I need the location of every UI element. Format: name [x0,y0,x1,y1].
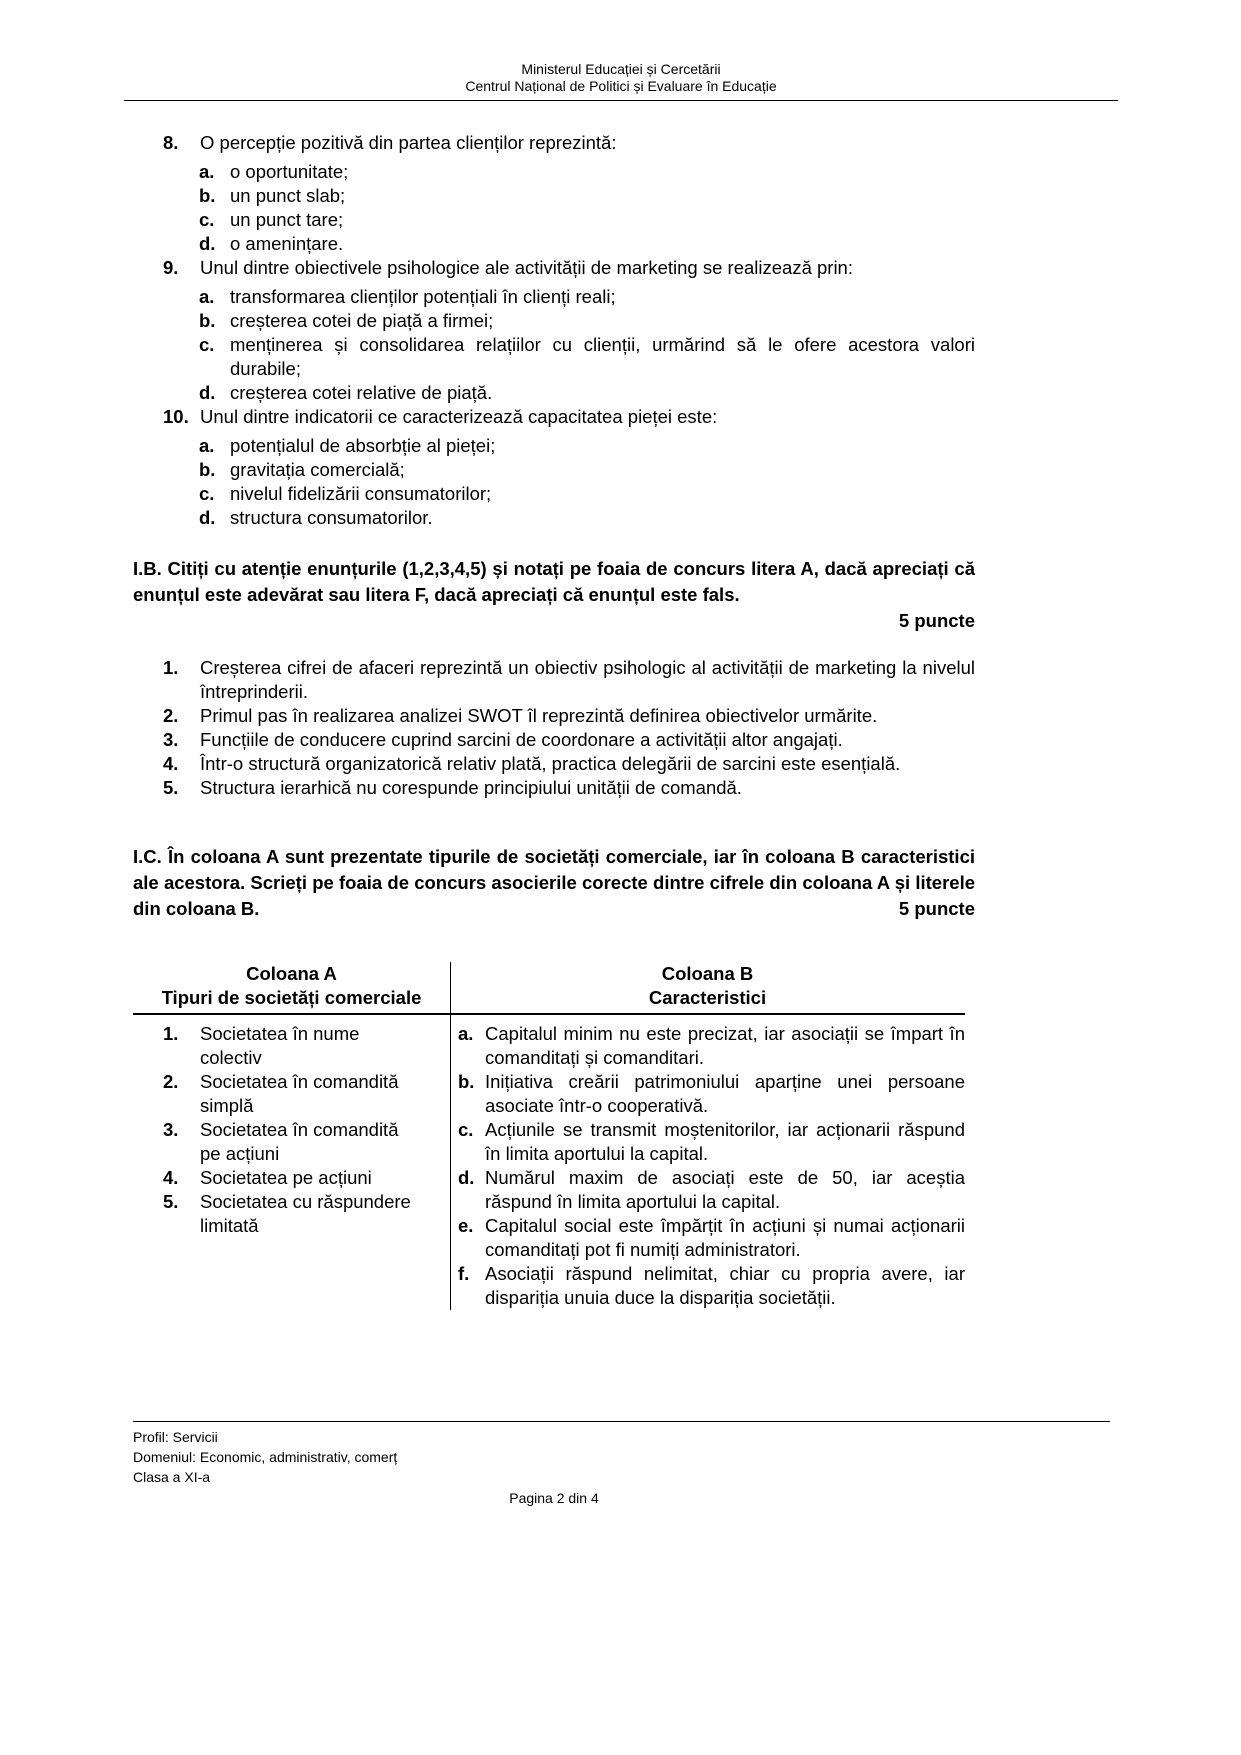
page-number: Pagina 2 din 4 [509,1490,599,1506]
question-8 [133,131,975,256]
column-a-title: Coloana A [246,963,337,984]
option-text: creșterea cotei relative de piață. [230,382,493,403]
footer-rule [133,1421,1110,1422]
statement-text: Creșterea cifrei de afaceri reprezintă un obiectiv psihologic al activității de marketing la nivelul întreprinderii. [200,657,975,702]
company-type-text: Societatea în comandită simplă [200,1071,399,1116]
document-header [124,61,1118,101]
option-text: creșterea cotei de piață a firmei; [230,310,494,331]
footer-profile: Profil: Servicii [133,1429,218,1445]
characteristic-letter: a. [458,1023,474,1044]
option-text: o oportunitate; [230,161,349,182]
company-type-number: 4. [163,1167,179,1188]
question-number: 9. [163,257,179,278]
statement-number: 2. [163,705,179,726]
option-text: o amenințare. [230,233,344,254]
section-ic-heading [133,844,975,922]
company-type-text: Societatea în nume colectiv [200,1023,360,1068]
column-b-items [450,1022,965,1310]
option-letter: d. [199,233,216,254]
question-number: 8. [163,132,179,153]
column-b-title: Coloana B [661,963,754,984]
section-ib-heading [133,556,975,608]
question-text: O percepție pozitivă din partea clienților reprezintă: [200,132,617,153]
company-type-number: 2. [163,1071,179,1092]
company-type-number: 5. [163,1191,179,1212]
statement-text: Primul pas în realizarea analizei SWOT îl reprezintă definirea obiectivelor urmărite. [200,705,878,726]
option-letter: a. [199,435,215,456]
column-divider [450,962,451,1310]
document-body [133,131,975,1310]
statement-text: Într-o structură organizatorică relativ plată, practica delegării de sarcini este esențială. [200,753,901,774]
option-letter: a. [199,286,215,307]
option-text: nivelul fidelizării consumatorilor; [230,483,492,504]
column-a-subtitle: Tipuri de societăți comerciale [161,987,422,1008]
characteristic-text: Acțiunile se transmit moștenitorilor, iar acționarii răspund în limita aportului la capital. [485,1119,965,1164]
characteristic-text: Capitalul minim nu este precizat, iar asociații se împart în comanditați și comanditari. [485,1023,965,1068]
section-ib-instructions: I.B. Citiți cu atenție enunțurile (1,2,3,4,5) și notați pe foaia de concurs litera A, dacă apreciați că enunțul este adevărat sau litera F, dacă apreciați că enunțul este fals. [133,558,975,605]
option-text: structura consumatorilor. [230,507,433,528]
option-letter: c. [199,209,215,230]
company-type-text: Societatea în comandită pe acțiuni [200,1119,399,1164]
section-ib-points: 5 puncte [898,610,975,631]
question-number: 10. [163,406,189,427]
characteristic-letter: b. [458,1071,475,1092]
option-text: menținerea și consolidarea relațiilor cu clienții, urmărind să le ofere acestora valori durabile; [230,334,975,379]
statement-number: 1. [163,657,179,678]
option-letter: c. [199,334,215,355]
statement-text: Funcțiile de conducere cuprind sarcini de coordonare a activității altor angajați. [200,729,843,750]
statement-text: Structura ierarhică nu corespunde principiului unității de comandă. [200,777,742,798]
characteristic-text: Capitalul social este împărțit în acțiuni și numai acționarii comanditați pot fi numiți administratori. [485,1215,965,1260]
column-a-items [133,1022,450,1310]
option-letter: b. [199,185,216,206]
matching-table [133,962,965,1310]
column-b-subtitle: Caracteristici [648,987,767,1008]
option-text: gravitația comercială; [230,459,405,480]
characteristic-letter: c. [458,1119,474,1140]
option-letter: b. [199,310,216,331]
question-text: Unul dintre obiectivele psihologice ale activității de marketing se realizează prin: [200,257,853,278]
characteristic-letter: f. [458,1263,470,1284]
footer-domain: Domeniul: Economic, administrativ, comerț [133,1449,398,1465]
characteristic-text: Numărul maxim de asociați este de 50, iar aceștia răspund în limita aportului la capital. [485,1167,965,1212]
company-type-number: 1. [163,1023,179,1044]
characteristic-text: Inițiativa creării patrimoniului aparține unei persoane asociate într-o cooperativă. [485,1071,965,1116]
characteristic-letter: d. [458,1167,475,1188]
question-text: Unul dintre indicatorii ce caracterizează capacitatea pieței este: [200,406,718,427]
option-letter: d. [199,382,216,403]
true-false-statements [133,656,975,800]
company-type-text: Societatea cu răspundere limitată [200,1191,411,1236]
option-text: un punct slab; [230,185,346,206]
option-letter: d. [199,507,216,528]
characteristic-text: Asociații răspund nelimitat, chiar cu propria avere, iar dispariția unuia duce la dispariția societății. [485,1263,965,1308]
page-footer [133,1421,1110,1508]
option-letter: c. [199,483,215,504]
footer-class: Clasa a XI-a [133,1469,211,1485]
table-header [133,962,965,1015]
section-ic-instructions: I.C. În coloana A sunt prezentate tipurile de societăți comerciale, iar în coloana B caracteristici ale acestora. Scrieți pe foaia de concurs asocierile corecte dintre cifrele din coloana A și literele din coloana B. [133,846,975,919]
section-ic-points: 5 puncte [898,898,975,919]
ministry-name: Ministerul Educației și Cercetării [521,61,721,77]
statement-number: 5. [163,777,179,798]
characteristic-letter: e. [458,1215,474,1236]
statement-number: 3. [163,729,179,750]
company-type-text: Societatea pe acțiuni [200,1167,372,1188]
agency-name: Centrul Național de Politici și Evaluare în Educație [465,78,777,94]
option-letter: b. [199,459,216,480]
question-9 [133,256,975,405]
option-text: un punct tare; [230,209,344,230]
question-10 [133,405,975,530]
statement-number: 4. [163,753,179,774]
option-text: potențialul de absorbție al pieței; [230,435,496,456]
option-letter: a. [199,161,215,182]
option-text: transformarea clienților potențiali în clienți reali; [230,286,616,307]
company-type-number: 3. [163,1119,179,1140]
